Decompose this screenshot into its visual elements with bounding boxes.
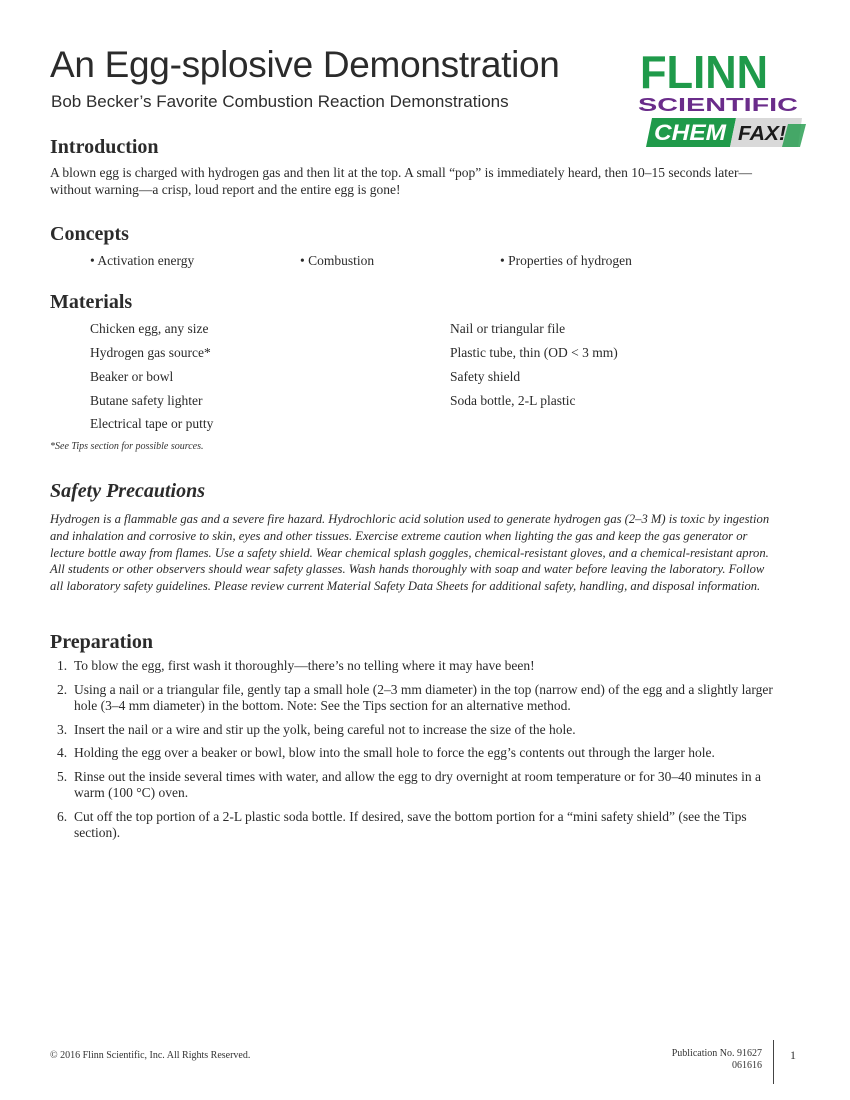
page-subtitle: Bob Becker’s Favorite Combustion Reaction Demonstrations xyxy=(51,92,509,111)
step-text: Holding the egg over a beaker or bowl, blow into the small hole to force the egg’s contents out through the larger hole. xyxy=(74,745,715,760)
preparation-step xyxy=(50,682,790,715)
step-text: Using a nail or a triangular file, gently tap a small hole (2–3 mm diameter) in the top (narrow end) of the egg and a slightly larger hole (3–4 mm diameter) in the bottom. Note: See the Tips section for an alternative method. xyxy=(74,681,773,713)
safety-heading: Safety Precautions xyxy=(50,480,205,502)
safety-text: Hydrogen is a flammable gas and a severe fire hazard. Hydrochloric acid solution used to generate hydrogen gas (2–3 M) is toxic by ingestion and inhalation and corrosive to skin, eyes and other tissues. Exercise extreme caution when lighting the gas and keep the gas generator or lecture bottle away from flames. Use a safety shield. Wear chemical splash goggles, chemical-resistant gloves, and a chemical-resistant apron. All students or other observers should wear safety glasses. Wash hands thoroughly with soap and water before leaving the laboratory. Follow all laboratory safety guidelines. Please review current Material Safety Data Sheets for additional safety, handling, and disposal information. xyxy=(50,512,770,594)
step-text: Insert the nail or a wire and stir up the yolk, being careful not to increase the size of the hole. xyxy=(74,721,576,737)
step-number: 3. xyxy=(57,721,68,737)
material-item: Soda bottle, 2-L plastic xyxy=(450,393,576,408)
publication-info xyxy=(600,1048,762,1072)
material-item: Plastic tube, thin (OD < 3 mm) xyxy=(450,345,618,360)
preparation-step xyxy=(50,745,790,762)
material-item: Chicken egg, any size xyxy=(90,321,209,336)
preparation-step xyxy=(50,658,790,675)
material-item: Beaker or bowl xyxy=(90,369,174,384)
logo-fax-text: FAX! xyxy=(738,123,787,145)
logo-chem-text: CHEM xyxy=(654,120,727,145)
step-number: 5. xyxy=(57,768,68,784)
logo-flinn-text: FLINN xyxy=(640,48,768,98)
logo-scientific-text: SCIENTIFIC xyxy=(638,95,798,115)
concepts-heading: Concepts xyxy=(50,223,129,245)
concept-item: • Activation energy xyxy=(90,253,195,268)
material-item: Butane safety lighter xyxy=(90,393,203,408)
publication-number: Publication No. 91627 xyxy=(671,1048,762,1059)
preparation-steps xyxy=(50,658,790,842)
introduction-text: A blown egg is charged with hydrogen gas and then lit at the top. A small “pop” is immediately heard, then 10–15 seconds later—without warning—a crisp, loud report and the entire egg is gone! xyxy=(50,165,752,197)
footer-divider xyxy=(773,1040,774,1084)
preparation-heading: Preparation xyxy=(50,631,153,653)
material-item: Safety shield xyxy=(450,369,521,384)
step-number: 6. xyxy=(57,808,68,824)
step-text: Rinse out the inside several times with water, and allow the egg to dry overnight at room temperature or for 30–40 minutes in a warm (100 °C) oven. xyxy=(74,768,762,800)
step-number: 1. xyxy=(57,658,68,673)
concept-item: • Properties of hydrogen xyxy=(500,253,632,268)
step-text: Cut off the top portion of a 2-L plastic soda bottle. If desired, save the bottom portion for a “mini safety shield” (see the Tips section). xyxy=(74,808,747,840)
introduction-heading: Introduction xyxy=(50,136,159,158)
page-number: 1 xyxy=(790,1048,796,1062)
publication-code: 061616 xyxy=(732,1060,762,1071)
materials-heading: Materials xyxy=(50,291,133,313)
page-title: An Egg-splosive Demonstration xyxy=(50,44,560,85)
materials-footnote: *See Tips section for possible sources. xyxy=(50,441,204,452)
step-number: 2. xyxy=(57,681,68,697)
concept-item: • Combustion xyxy=(300,253,375,268)
copyright: © 2016 Flinn Scientific, Inc. All Rights Reserved. xyxy=(50,1050,251,1061)
preparation-step xyxy=(50,722,790,739)
preparation-step xyxy=(50,809,790,842)
step-number: 4. xyxy=(57,745,68,760)
material-item: Hydrogen gas source* xyxy=(90,345,211,360)
flinn-logo xyxy=(638,48,808,150)
preparation-step xyxy=(50,769,790,802)
step-text: To blow the egg, first wash it thoroughly—there’s no telling where it may have been! xyxy=(74,658,535,673)
material-item: Nail or triangular file xyxy=(450,321,566,336)
material-item: Electrical tape or putty xyxy=(90,416,214,431)
